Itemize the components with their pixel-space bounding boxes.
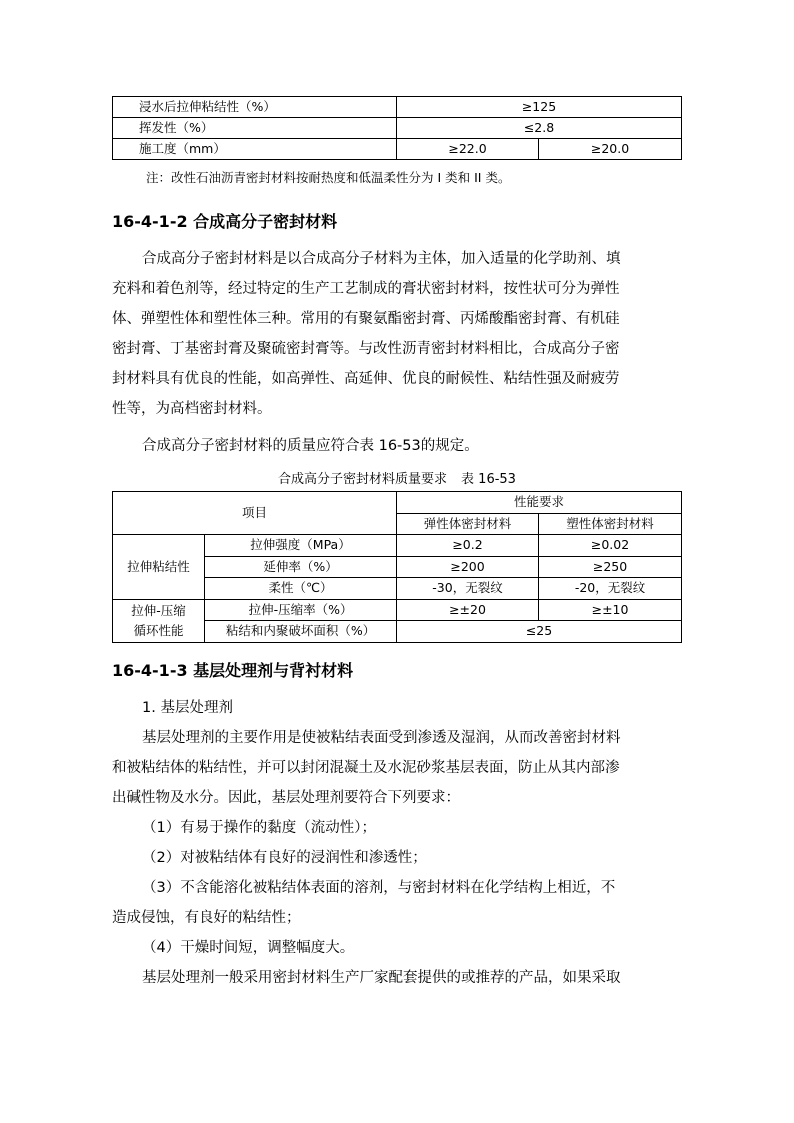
requirement-item: （3）不含能溶化被粘结体表面的溶剂，与密封材料在化学结构上相近，不 (142, 880, 616, 896)
table-polymer-sealant-requirements (112, 491, 682, 643)
paragraph-line: 基层处理剂一般采用密封材料生产厂家配套提供的或推荐的产品，如果采取 (142, 970, 621, 986)
paragraph (112, 244, 682, 424)
table-row (113, 118, 682, 139)
table-cell-item: 施工度（mm） (113, 139, 397, 160)
table-group-label (113, 599, 205, 642)
table-row (113, 535, 682, 557)
table-cell-value: ≥200 (397, 556, 539, 578)
table-cell-value: ≥0.2 (397, 535, 539, 557)
table-cell-value: ≥22.0 (397, 139, 539, 160)
paragraph-line: 合成高分子密封材料的质量应符合表 16-53的规定。 (142, 438, 479, 454)
table-cell-item: 挥发性（%） (113, 118, 397, 139)
requirement-item-continued: 造成侵蚀，有良好的粘结性； (112, 910, 301, 926)
table-cell-value: ≥250 (539, 556, 682, 578)
table-cell-value: ≥20.0 (539, 139, 682, 160)
paragraph-line: 密封膏、丁基密封膏及聚硫密封膏等。与改性沥青密封材料相比，合成高分子密 (112, 341, 620, 357)
paragraph (112, 693, 682, 993)
paragraph-line: 和被粘结体的粘结性，并可以封闭混凝土及水泥砂浆基层表面，防止从其内部渗 (112, 760, 620, 776)
table-row (113, 97, 682, 118)
table-cell-sub: 柔性（℃） (205, 578, 397, 600)
table-row (113, 599, 682, 621)
table-cell-value: ≥±20 (397, 599, 539, 621)
table-header-item: 项目 (113, 492, 397, 535)
section-heading: 16-4-1-3 基层处理剂与背衬材料 (112, 661, 354, 680)
table-note: 注：改性石油沥青密封材料按耐热度和低温柔性分为 I 类和 II 类。 (146, 170, 511, 185)
table-cell-value: ≥125 (397, 97, 682, 118)
table-cell-value: ≥±10 (539, 599, 682, 621)
table-cell-value: ≤25 (397, 621, 682, 643)
table-row (113, 139, 682, 160)
table-number: 表 16-53 (461, 472, 516, 487)
paragraph-line: 充料和着色剂等，经过特定的生产工艺制成的膏状密封材料，按性状可分为弹性 (112, 281, 620, 297)
paragraph-line: 体、弹塑性体和塑性体三种。常用的有聚氨酯密封膏、丙烯酸酯密封膏、有机硅 (112, 311, 620, 327)
table-modified-asphalt-continued (112, 96, 682, 160)
table-cell-sub: 拉伸强度（MPa） (205, 535, 397, 557)
requirement-item: （4）干燥时间短，调整幅度大。 (142, 940, 355, 956)
table-cell-value: ≥0.02 (539, 535, 682, 557)
paragraph-line: 封材料具有优良的性能，如高弹性、高延伸、优良的耐候性、粘结性强及耐疲劳 (112, 371, 620, 387)
paragraph-line: 性等，为高档密封材料。 (112, 401, 272, 417)
table-cell-item: 浸水后拉伸粘结性（%） (113, 97, 397, 118)
table-header-row (113, 492, 682, 514)
table-group-label: 拉伸粘结性 (113, 535, 205, 600)
paragraph-line: 出碱性物及水分。因此，基层处理剂要符合下列要求： (112, 790, 460, 806)
table-cell-value: -30，无裂纹 (397, 578, 539, 600)
table-caption-title: 合成高分子密封材料质量要求 (278, 472, 448, 487)
table-cell-sub: 拉伸-压缩率（%） (205, 599, 397, 621)
paragraph-line: 合成高分子密封材料是以合成高分子材料为主体，加入适量的化学助剂、填 (142, 251, 621, 267)
table-cell-value: ≤2.8 (397, 118, 682, 139)
table-cell-sub: 延伸率（%） (205, 556, 397, 578)
paragraph (112, 431, 682, 461)
table-group-label-line: 拉伸-压缩 (131, 602, 186, 618)
requirement-item: （1）有易于操作的黏度（流动性）； (142, 820, 376, 836)
table-cell-sub: 粘结和内聚破坏面积（%） (205, 621, 397, 643)
table-header-col2: 塑性体密封材料 (539, 513, 682, 535)
table-header-perf: 性能要求 (397, 492, 682, 514)
table-caption (0, 468, 794, 487)
table-group-label-line: 循环性能 (133, 622, 184, 638)
table-cell-value: -20，无裂纹 (539, 578, 682, 600)
table-header-col1: 弹性体密封材料 (397, 513, 539, 535)
section-heading: 16-4-1-2 合成高分子密封材料 (112, 212, 338, 231)
requirement-item: （2）对被粘结体有良好的浸润性和渗透性； (142, 850, 427, 866)
sub-item-heading: 1. 基层处理剂 (142, 700, 233, 716)
paragraph-line: 基层处理剂的主要作用是使被粘结表面受到渗透及湿润，从而改善密封材料 (142, 730, 621, 746)
